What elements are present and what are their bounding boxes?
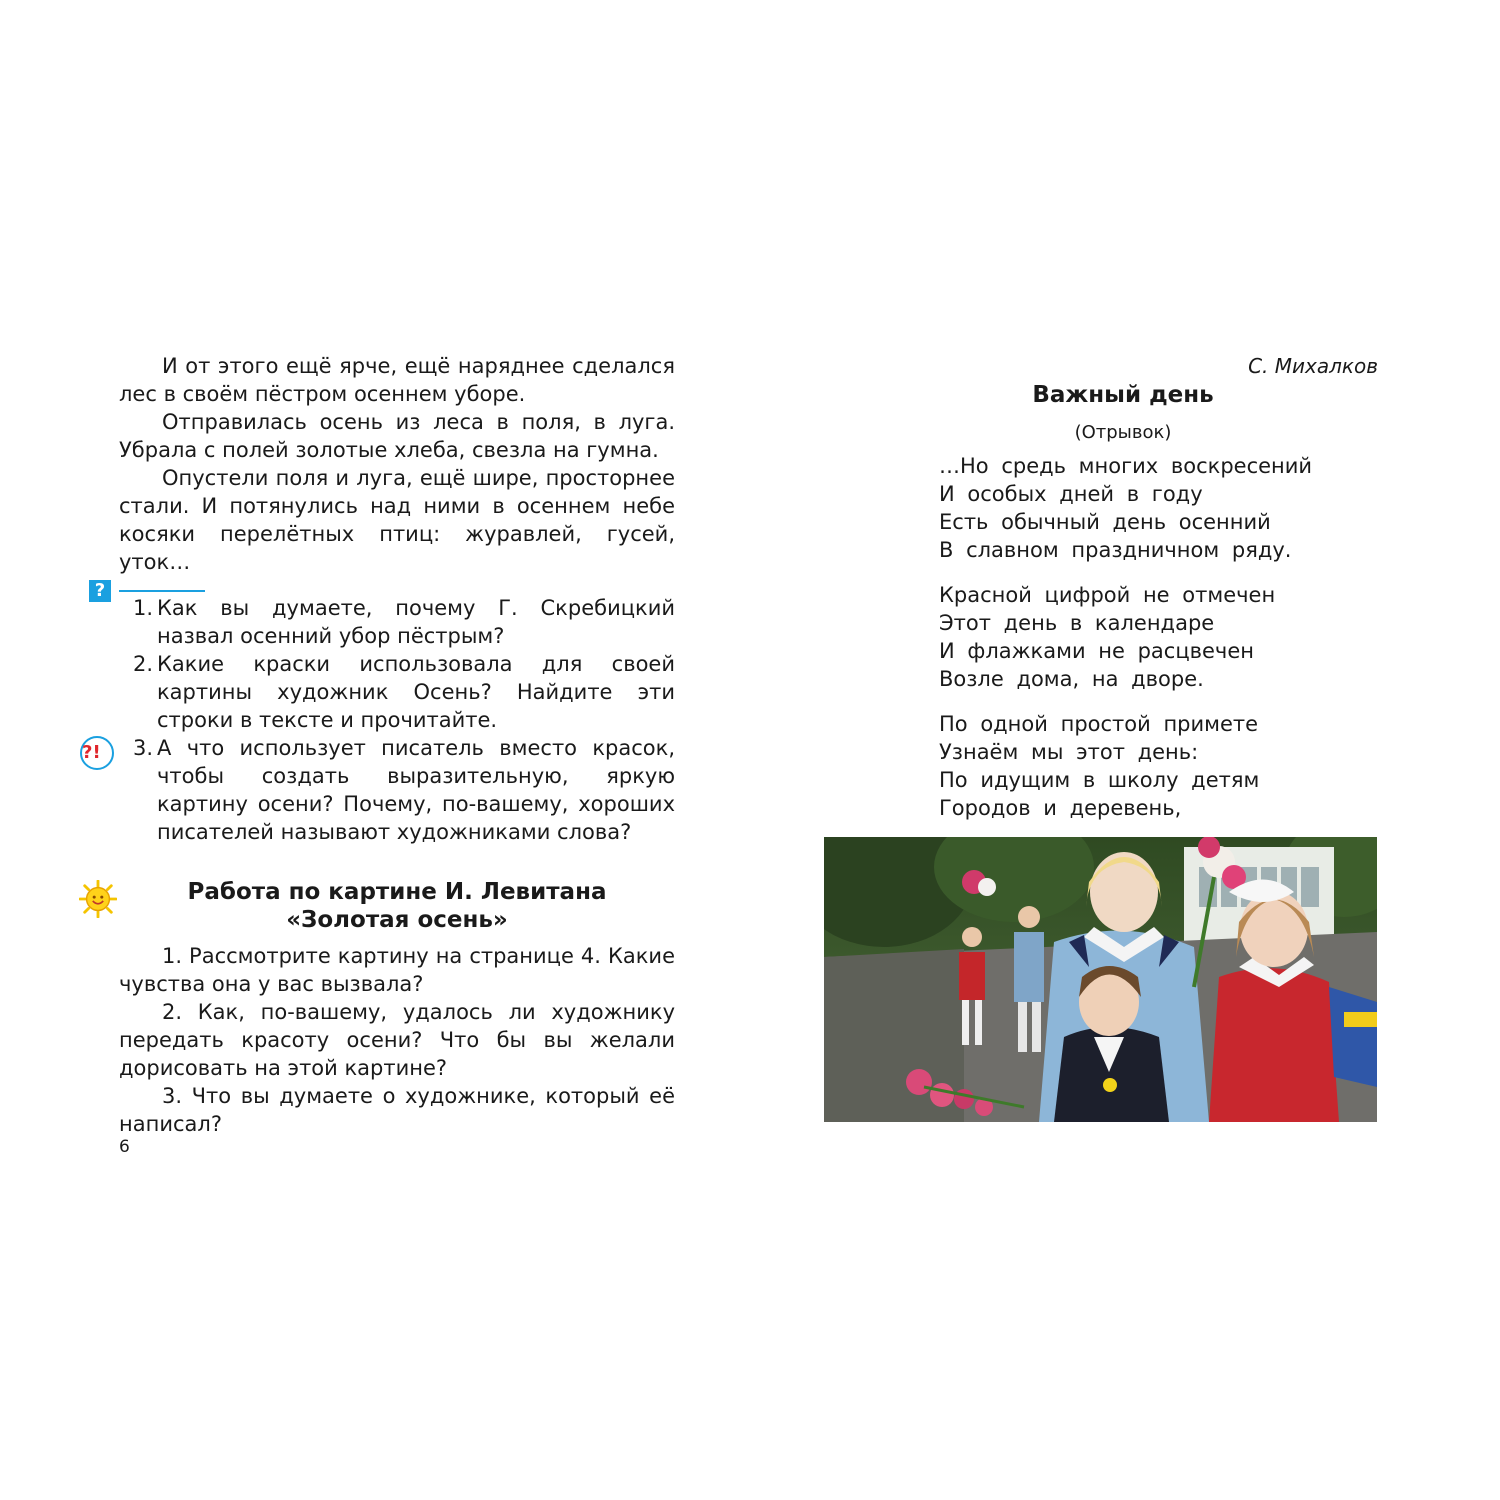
page-number: 6 [119, 1137, 130, 1157]
questions-divider [119, 590, 205, 592]
stanza [939, 452, 1312, 564]
think-icon: ?! [80, 736, 114, 770]
school-children-photo [824, 837, 1377, 1122]
poem-author: С. Михалков [1248, 354, 1378, 378]
question-text: Какие краски использовала для своей картины художник Осень? Найдите эти строки в тексте и прочитайте. [157, 652, 675, 732]
poem-title: Важный день [1032, 382, 1214, 408]
question-list [82, 594, 675, 846]
poem-line: По одной простой примете [939, 712, 1259, 736]
question-text: А что использует писатель вместо красок, чтобы создать выразительную, яркую картину осени? Почему, по-вашему, хороших писателей называют художниками слова? [157, 736, 675, 844]
left-page [82, 352, 675, 1138]
poem-subtitle: (Отрывок) [1074, 422, 1172, 443]
poem-line: Городов и деревень, [939, 796, 1182, 820]
poem-line: Есть обычный день осенний [939, 510, 1271, 534]
poem-line: По идущим в школу детям [939, 768, 1260, 792]
poem-line: И особых дней в году [939, 482, 1203, 506]
sun-icon [79, 880, 117, 918]
poem-line: Красной цифрой не отмечен [939, 583, 1276, 607]
task-item: 1. Рассмотрите картину на странице 4. Какие чувства она у вас вызвала? [119, 944, 675, 996]
paragraph: И от этого ещё ярче, ещё наряднее сделался лес в своём пёстром осеннем уборе. [119, 354, 675, 406]
poem-line: Этот день в календаре [939, 611, 1215, 635]
poem-line: И флажками не расцвечен [939, 639, 1254, 663]
question-item [119, 650, 675, 734]
paragraph: Отправилась осень из леса в поля, в луга. Убрала с полей золотые хлеба, свезла на гумна. [119, 410, 675, 462]
stanza [939, 710, 1312, 822]
question-item [119, 594, 675, 650]
question-number: 2. [133, 652, 154, 676]
question-text: Как вы думаете, почему Г. Скребицкий назвал осенний убор пёстрым? [157, 596, 675, 648]
task-item: 3. Что вы думаете о художнике, который её написал? [119, 1084, 675, 1136]
questions-block [82, 580, 675, 846]
poem-text [939, 452, 1312, 839]
question-mark-icon: ? [89, 580, 111, 602]
paragraph: Опустели поля и луга, ещё шире, просторнее стали. И потянулись над ними в осеннем небе косяки перелётных птиц: журавлей, гусей, уток… [119, 466, 675, 574]
section-title: Работа по картине И. Левитана [187, 879, 607, 905]
question-item [82, 734, 675, 846]
poem-line: Возле дома, на дворе. [939, 667, 1204, 691]
stanza [939, 581, 1312, 693]
section-title: «Золотая осень» [286, 907, 508, 933]
poem-line: Узнаём мы этот день: [939, 740, 1199, 764]
task-item: 2. Как, по-вашему, удалось ли художнику передать красоту осени? Что бы вы желали дорисовать на этой картине? [119, 1000, 675, 1080]
painting-section [119, 878, 675, 1138]
question-number: 3. [133, 736, 154, 760]
poem-line: …Но средь многих воскресений [939, 454, 1313, 478]
question-number: 1. [133, 596, 154, 620]
poem-line: В славном праздничном ряду. [939, 538, 1292, 562]
